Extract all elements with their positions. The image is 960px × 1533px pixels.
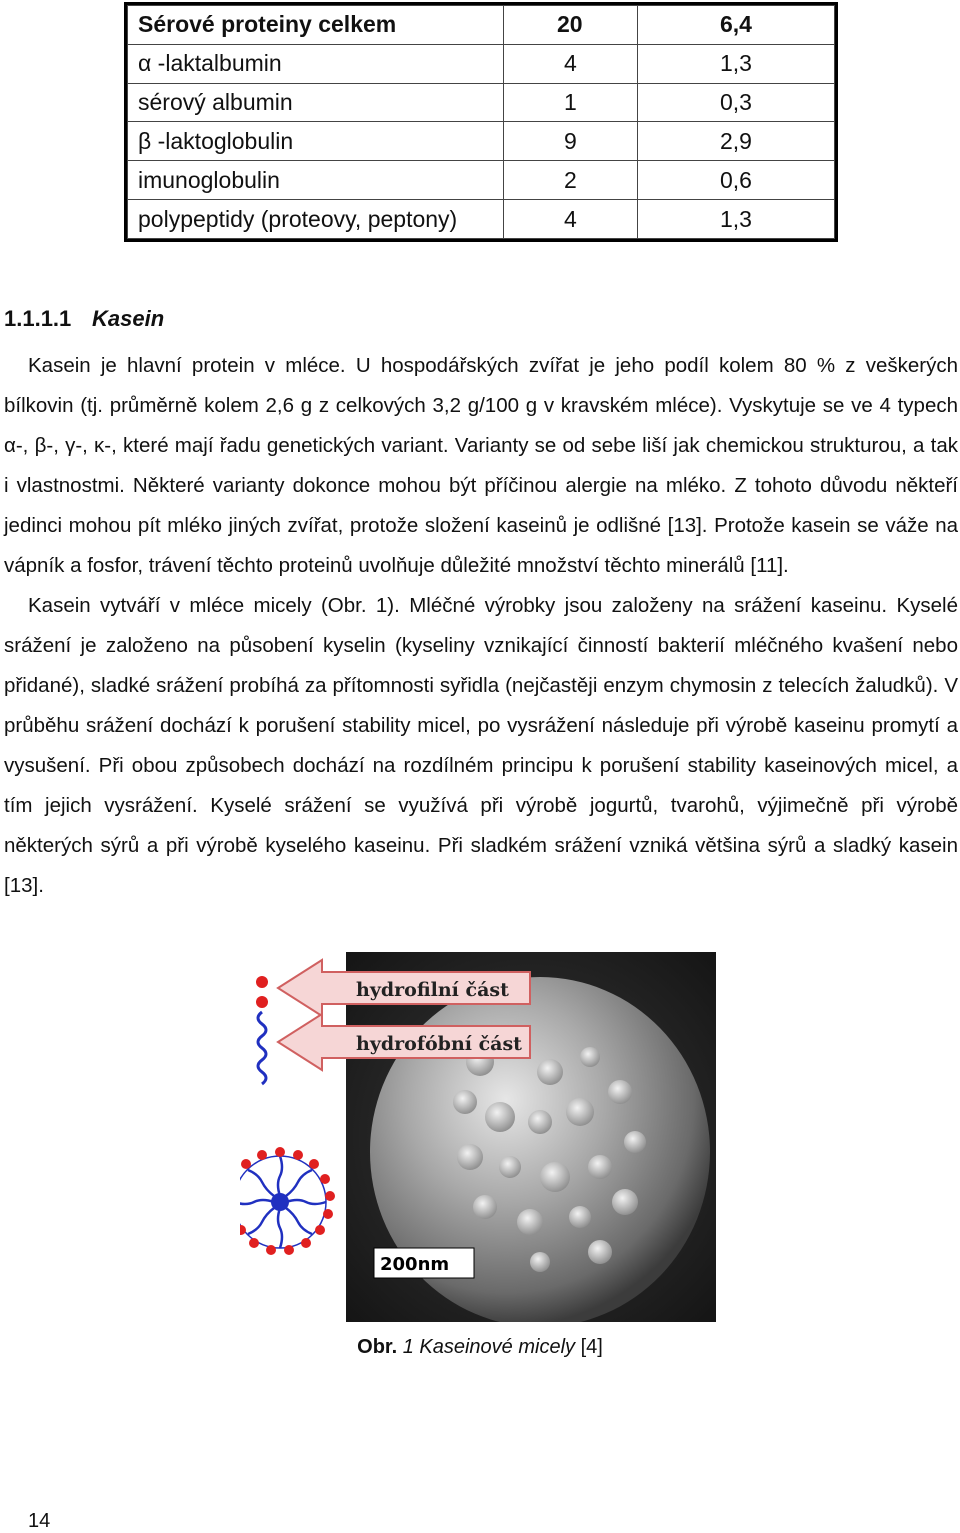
protein-table <box>124 2 838 242</box>
casein-micelle-figure <box>240 952 716 1322</box>
body-text <box>4 346 958 906</box>
table-cell-name: β -laktoglobulin <box>128 122 504 161</box>
table-cell-value: 20 <box>504 6 638 45</box>
figure-caption <box>0 1336 960 1359</box>
table-cell-value: 1,3 <box>638 44 835 83</box>
protein-table-grid <box>127 5 835 239</box>
table-row <box>128 83 835 122</box>
table-cell-name: Sérové proteiny celkem <box>128 6 504 45</box>
table-row <box>128 6 835 45</box>
caption-prefix: Obr. <box>357 1336 398 1358</box>
table-row <box>128 200 835 239</box>
table-cell-value: 6,4 <box>638 6 835 45</box>
section-number: 1.1.1.1 <box>4 306 72 331</box>
hydrophobic-label: hydrofóbní část <box>356 1033 522 1055</box>
micelle-illustration <box>240 952 716 1322</box>
caption-text: Kaseinové micely <box>419 1336 576 1358</box>
table-row <box>128 44 835 83</box>
hydrophilic-label: hydrofilní část <box>356 979 509 1001</box>
table-cell-name: imunoglobulin <box>128 161 504 200</box>
paragraph: Kasein vytváří v mléce micely (Obr. 1). Mléčné výrobky jsou založeny na srážení kaseinu. Kyselé srážení je založeno na působení kyselin (kyseliny vznikající činností bakterií mléčného kvašení nebo přidané), sladké srážení probíhá za přítomnosti syřidla (nejčastěji enzym chymosin z telecích žaludků). V průběhu srážení dochází k porušení stability micel, po vysrážení následuje při výrobě kaseinu promytí a vysušení. Při obou způsobech dochází na rozdílném principu k porušení stability kaseinových micel, a tím jejich vysrážení. Kyselé srážení se využívá při výrobě jogurtů, tvarohů, výjimečně při výrobě některých sýrů a při výrobě kyselého kaseinu. Při sladkém srážení vzniká většina sýrů a sladký kasein [13]. <box>4 594 958 897</box>
table-cell-value: 4 <box>504 200 638 239</box>
table-cell-value: 0,6 <box>638 161 835 200</box>
table-cell-value: 4 <box>504 44 638 83</box>
table-cell-value: 9 <box>504 122 638 161</box>
scale-bar-label: 200nm <box>380 1254 450 1275</box>
table-cell-value: 2 <box>504 161 638 200</box>
paragraph: Kasein je hlavní protein v mléce. U hospodářských zvířat je jeho podíl kolem 80 % z veškerých bílkovin (tj. průměrně kolem 2,6 g z celkových 3,2 g/100 g v kravském mléce). Vyskytuje se ve 4 typech α-, β-, γ-, κ-, které mají řadu genetických variant. Varianty se od sebe liší jak chemickou strukturou, a tak i vlastnostmi. Některé varianty dokonce mohou být příčinou alergie na mléko. Z tohoto důvodu někteří jedinci mohou pít mléko jiných zvířat, protože složení kaseinů je odlišné [13]. Protože kasein se váže na vápník a fosfor, trávení těchto proteinů uvolňuje důležité množství těchto minerálů [11]. <box>4 354 958 577</box>
scale-bar <box>374 1248 474 1278</box>
table-row <box>128 122 835 161</box>
caption-number: 1 <box>402 1336 414 1358</box>
table-cell-name: polypeptidy (proteovy, peptony) <box>128 200 504 239</box>
table-cell-value: 2,9 <box>638 122 835 161</box>
section-title: Kasein <box>92 306 165 331</box>
table-row <box>128 161 835 200</box>
table-cell-value: 1 <box>504 83 638 122</box>
table-cell-name: sérový albumin <box>128 83 504 122</box>
table-cell-value: 0,3 <box>638 83 835 122</box>
caption-ref: [4] <box>580 1336 603 1358</box>
table-cell-name: α -laktalbumin <box>128 44 504 83</box>
page-number: 14 <box>28 1510 51 1532</box>
table-cell-value: 1,3 <box>638 200 835 239</box>
section-heading <box>4 306 164 332</box>
